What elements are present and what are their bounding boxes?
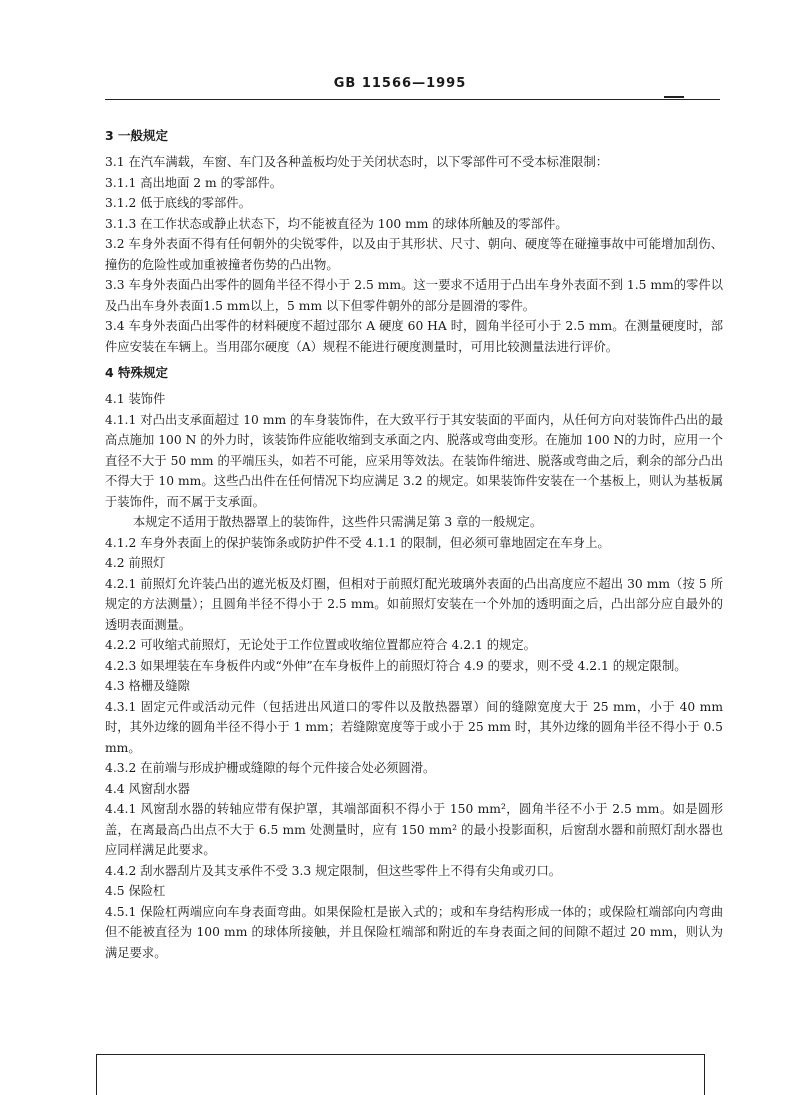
clause-paragraph: 4.4 风窗刮水器 <box>105 781 190 796</box>
footer-box <box>96 1054 705 1095</box>
clause-paragraph: 4.5 保险杠 <box>105 884 166 898</box>
clause-paragraph: 3.1 在汽车满载，车窗、车门及各种盖板均处于关闭状态时，以下零部件可不受本标准限制： <box>105 155 609 169</box>
clause-paragraph: 3.1.3 在工作状态或静止状态下，均不能被直径为 100 mm 的球体所触及的零部件。 <box>105 216 568 231</box>
page-header: GB 11566—1995 <box>333 76 467 91</box>
clause-paragraph: 4.4.2 刮水器刮片及其支承件不受 3.3 规定限制，但这些零件上不得有尖角或刃口。 <box>105 863 562 878</box>
clause-paragraph: 3.2 车身外表面不得有任何朝外的尖锐零件，以及由于其形状、尺寸、朝向、硬度等在碰撞事故中可能增加刮伤、撞伤的危险性或加重被撞者伤势的凸出物。 <box>105 237 723 272</box>
clause-paragraph: 3.1.2 低于底线的零部件。 <box>105 196 251 210</box>
document-body <box>105 122 723 963</box>
clause-paragraph: 4.3.1 固定元件或活动元件（包括进出风道口的零件以及散热器罩）间的缝隙宽度大于 25 mm，小于 40 mm 时，其外边缘的圆角半径不得小于 1 mm；若缝隙宽度等于或小于 25 mm 时，其外边缘的圆角半径不得小于 0.5 mm。 <box>105 699 723 755</box>
clause-paragraph: 4.4.1 风窗刮水器的转轴应带有保护罩，其端部面积不得小于 150 mm²，圆角半径不小于 2.5 mm。如是圆形盖，在离最高凸出点不大于 6.5 mm 处测量时，应有 150 mm² 的最小投影面积，后窗刮水器和前照灯刮水器也应同样满足此要求。 <box>105 802 723 857</box>
clause-paragraph: 3.3 车身外表面凸出零件的圆角半径不得小于 2.5 mm。这一要求不适用于凸出车身外表面不到 1.5 mm的零件以及凸出车身外表面1.5 mm以上，5 mm 以下但零件朝外的部分是圆滑的零件。 <box>105 278 723 313</box>
clause-paragraph: 4.1.1 对凸出支承面超过 10 mm 的车身装饰件，在大致平行于其安装面的平面内，从任何方向对装饰件凸出的最高点施加 100 N 的外力时，该装饰件应能收缩到支承面之内、脱落或弯曲变形。在施加 100 N的力时，应用一个直径不大于 50 mm 的平端压头，如若不可能，应采用等效法。在装饰件缩进、脱落或弯曲之后，剩余的部分凸出不得大于 10 mm。这些凸出件在任何情况下均应满足 3.2 的规定。如果装饰件安装在一个基板上，则认为基板属于装饰件，而不属于支承面。 <box>105 412 723 509</box>
clause-paragraph: 3.4 车身外表面凸出零件的材料硬度不超过邵尔 A 硬度 60 HA 时，圆角半径可小于 2.5 mm。在测量硬度时，部件应安装在车辆上。当用邵尔硬度（A）规程不能进行硬度测量时，可用比较测量法进行评价。 <box>105 319 723 354</box>
clause-paragraph: 4.1.2 车身外表面上的保护装饰条或防护件不受 4.1.1 的限制，但必须可靠地固定在车身上。 <box>105 535 610 550</box>
header-rule <box>105 99 720 100</box>
section-heading: 3 一般规定 <box>105 128 169 143</box>
clause-paragraph: 4.2.2 可收缩式前照灯，无论处于工作位置或收缩位置都应符合 4.2.1 的规定。 <box>105 638 536 652</box>
clause-paragraph: 4.5.1 保险杠两端应向车身表面弯曲。如果保险杠是嵌入式的；或和车身结构形成一体的；或保险杠端部向内弯曲但不能被直径为 100 mm 的球体所接触，并且保险杠端部和附近的车身表面之间的间隙不超过 20 mm，则认为满足要求。 <box>105 904 723 960</box>
clause-paragraph: 4.3.2 在前端与形成护栅或缝隙的每个元件接合处必须圆滑。 <box>105 761 436 775</box>
clause-paragraph: 4.2 前照灯 <box>105 556 166 570</box>
clause-paragraph: 4.2.1 前照灯允许装凸出的遮光板及灯圈，但相对于前照灯配光玻璃外表面的凸出高度应不超出 30 mm（按 5 所规定的方法测量）；且圆角半径不得小于 2.5 mm。如前照灯安装在一个外加的透明面之后，凸出部分应自最外的透明表面测量。 <box>105 576 723 632</box>
clause-paragraph: 4.2.3 如果埋装在车身板件内或“外伸”在车身板件上的前照灯符合 4.9 的要求，则不受 4.2.1 的规定限制。 <box>105 658 687 673</box>
clause-paragraph: 本规定不适用于散热器罩上的装饰件，这些件只需满足第 3 章的一般规定。 <box>133 515 543 529</box>
section-heading: 4 特殊规定 <box>105 365 169 380</box>
clause-paragraph: 3.1.1 高出地面 2 m 的零部件。 <box>105 175 283 190</box>
clause-paragraph: 4.1 装饰件 <box>105 392 166 406</box>
clause-paragraph: 4.3 格栅及缝隙 <box>105 679 190 693</box>
header-tick-mark <box>664 96 684 98</box>
